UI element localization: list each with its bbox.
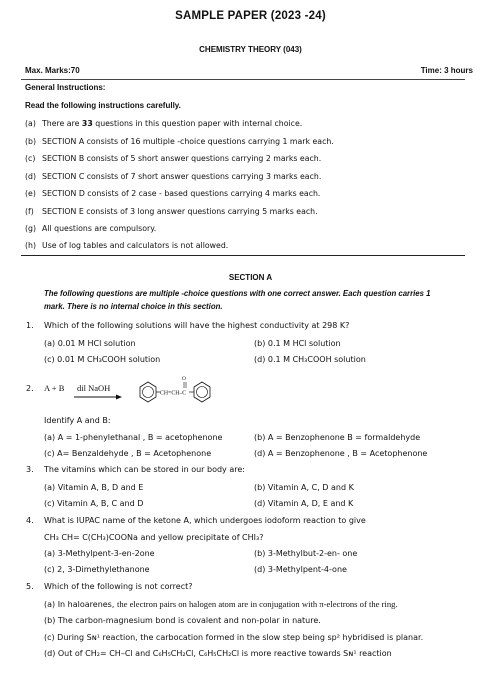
question-1-text: Which of the following solutions will have the highest conductivity at 298 K? (44, 321, 350, 330)
instruction-label: (c) (25, 154, 36, 163)
reactants: A + B (44, 383, 65, 393)
q3-option-c: (c) Vitamin A, B, C and D (44, 499, 144, 508)
instruction-item (25, 207, 318, 216)
q4-option-a: (a) 3-Methylpent-3-en-2one (44, 549, 155, 558)
question-count: 33 (81, 119, 93, 128)
read-instructions: Read the following instructions carefully. (25, 101, 181, 110)
q5-option-c: (c) During Sɴ¹ reaction, the carbocation formed in the slow step being sp² hybridised is planar. (44, 633, 424, 642)
q5-option-a (44, 599, 398, 609)
instruction-text: SECTION B consists of 5 short answer questions carrying 2 marks each. (42, 154, 322, 163)
instruction-text: There are (42, 119, 82, 128)
product-structure (128, 374, 228, 406)
instruction-text: All questions are compulsory. (42, 224, 157, 233)
instruction-label: (a) (25, 119, 36, 128)
instruction-label: (g) (25, 224, 37, 233)
q1-option-c: (c) 0.01 M CH₃COOH solution (44, 355, 161, 364)
instruction-item (25, 172, 321, 181)
q4-option-c: (c) 2, 3-Dimethylethanone (44, 565, 150, 574)
q2-option-c: (c) A= Benzaldehyde , B = Acetophenone (44, 449, 212, 458)
question-number: 1. (26, 321, 34, 330)
instruction-text: SECTION A consists of 16 multiple -choice questions carrying 1 mark each. (42, 137, 334, 146)
instruction-label: (e) (25, 189, 36, 198)
q5-option-a-text: the electron pairs on halogen atom are in conjugation with π-electrons of the ring. (116, 599, 398, 609)
instruction-item (25, 137, 334, 146)
section-a-note-line-2: mark. There is no internal choice in this section. (44, 302, 223, 311)
time-allowed: Time: 3 hours (420, 66, 473, 75)
question-number: 5. (26, 582, 34, 591)
instruction-label: (h) (25, 241, 37, 250)
paper-subtitle: CHEMISTRY THEORY (043) (199, 45, 302, 54)
instruction-text: SECTION D consists of 2 case - based questions carrying 4 marks each. (42, 189, 321, 198)
question-number: 3. (26, 465, 34, 474)
instruction-label: (d) (25, 172, 37, 181)
question-number: 4. (26, 516, 34, 525)
instruction-text: Use of log tables and calculators is not allowed. (42, 241, 229, 250)
q3-option-a: (a) Vitamin A, B, D and E (44, 483, 144, 492)
question-3-text: The vitamins which can be stored in our body are: (44, 465, 245, 474)
instruction-item (25, 154, 321, 163)
reaction-arrow (74, 394, 124, 400)
q3-option-d: (d) Vitamin A, D, E and K (254, 499, 354, 508)
reagent: dil NaOH (77, 383, 111, 393)
q1-option-a: (a) 0.01 M HCl solution (44, 339, 136, 348)
question-4-text-continued: CH₃ CH= C(CH₃)COONa and yellow precipitate of CHI₃? (44, 533, 264, 542)
q2-option-b: (b) A = Benzophenone B = formaldehyde (254, 433, 421, 442)
q4-option-d: (d) 3-Methylpent-4-one (254, 565, 347, 574)
question-5-text: Which of the following is not correct? (44, 582, 193, 591)
q5-option-b: (b) The carbon-magnesium bond is covalent and non-polar in nature. (44, 616, 321, 625)
question-number: 2. (26, 384, 34, 393)
instruction-item (25, 241, 228, 250)
paper-title: SAMPLE PAPER (2023 -24) (175, 10, 326, 22)
q2-option-d: (d) A = Benzophenone , B = Acetophenone (254, 449, 428, 458)
instruction-label: (b) (25, 137, 37, 146)
q2-option-a: (a) A = 1-phenylethanal , B = acetophenone (44, 433, 223, 442)
q3-option-b: (b) Vitamin A, C, D and K (254, 483, 354, 492)
instruction-item (25, 224, 156, 233)
section-a-note-line-1: The following questions are multiple -choice questions with one correct answer. Each question carries 1 (44, 289, 431, 298)
chain-label: CH=CH–C (160, 390, 187, 397)
instruction-text: SECTION E consists of 3 long answer questions carrying 5 marks each. (42, 207, 318, 216)
general-instructions-heading: General Instructions: (25, 83, 106, 92)
q4-option-b: (b) 3-Methylbut-2-en- one (254, 549, 358, 558)
q1-option-b: (b) 0.1 M HCl solution (254, 339, 341, 348)
instruction-item (25, 119, 302, 128)
carbonyl-oxygen: O (182, 376, 186, 382)
section-a-heading: SECTION A (228, 273, 273, 282)
q1-option-d: (d) 0.1 M CH₃COOH solution (254, 355, 366, 364)
q5-option-a-prefix: (a) In haloarenes, (44, 600, 117, 609)
instructions-divider (21, 255, 465, 256)
q5-option-d: (d) Out of CH₂= CH–Cl and C₆H₅CH₂Cl, C₆H₅CH₂Cl is more reactive towards Sɴ¹ reaction (44, 649, 392, 658)
instruction-label: (f) (25, 207, 34, 216)
instruction-text: questions in this question paper with internal choice. (92, 119, 303, 128)
instruction-text: SECTION C consists of 7 short answer questions carrying 3 marks each. (42, 172, 322, 181)
question-4-text: What is IUPAC name of the ketone A, which undergoes iodoform reaction to give (44, 516, 366, 525)
q2-identify-text: Identify A and B: (44, 416, 111, 425)
header-divider (21, 79, 465, 80)
instruction-item (25, 189, 320, 198)
max-marks: Max. Marks:70 (25, 66, 80, 75)
